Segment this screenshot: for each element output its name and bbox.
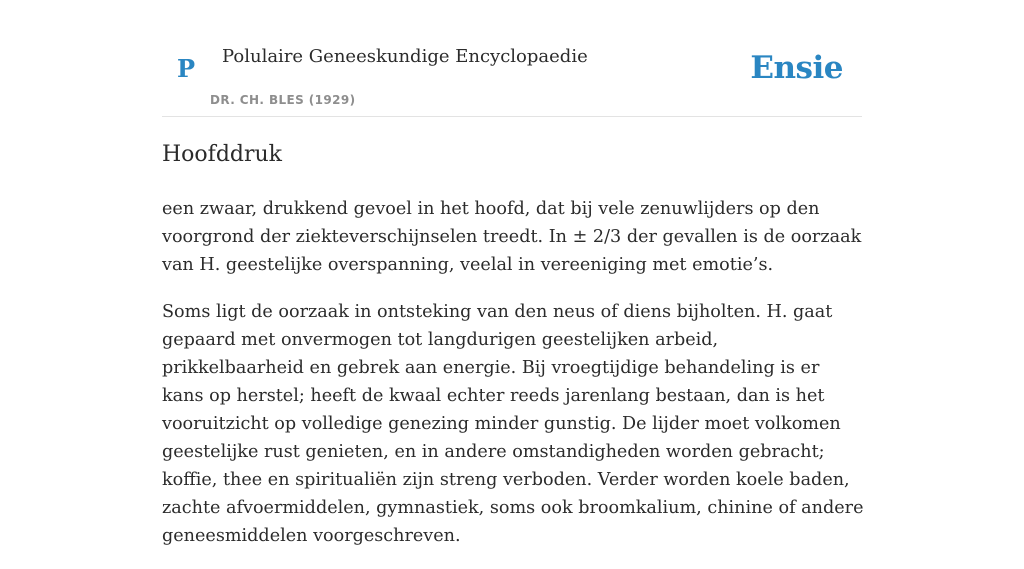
book-title-link[interactable]: Polulaire Geneeskundige Encyclopaedie <box>222 46 588 67</box>
brand-logo-link[interactable]: Ensie <box>750 50 843 86</box>
page-header <box>162 0 862 117</box>
entry-title: Hoofddruk <box>162 142 283 167</box>
book-author: DR. CH. BLES (1929) <box>210 93 356 107</box>
entry-paragraph-2: Soms ligt de oorzaak in ontsteking van den neus of diens bijholten. H. gaat gepaard met onvermogen tot langdurigen geestelijken arbeid, prikkelbaarheid en gebrek aan energie. Bij vroegtijdige behandeling is er kans op herstel; heeft de kwaal echter reeds jarenlang bestaan, dan is het vooruitzicht op volledige genezing minder gunstig. De lijder moet volkomen geestelijke rust genieten, en in andere omstandigheden worden gebracht; koffie, thee en spiritualiën zijn streng verboden. Verder worden koele baden, zachte afvoermiddelen, gymnastiek, soms ook broomkalium, chinine of andere geneesmiddelen voorgeschreven. <box>162 302 864 546</box>
book-letter-link[interactable]: P <box>177 54 196 83</box>
entry-paragraph-1: een zwaar, drukkend gevoel in het hoofd, dat bij vele zenuwlijders op den voorgrond der ziekteverschijnselen treedt. In ± 2/3 der gevallen is de oorzaak van H. geestelijke overspanning, veelal in vereeniging met emotie’s. <box>162 199 862 275</box>
entry-content <box>162 139 864 569</box>
